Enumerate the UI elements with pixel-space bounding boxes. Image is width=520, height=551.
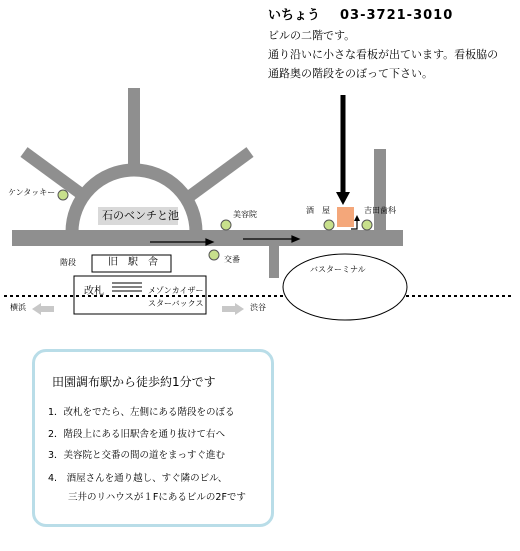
entrance-arrow-head xyxy=(354,215,360,221)
destination-building xyxy=(337,207,354,227)
directions-title: 田園調布駅から徒歩約1分です xyxy=(52,375,216,389)
old-station-label: 旧 駅 舎 xyxy=(108,257,158,268)
radial-road-east xyxy=(190,152,250,196)
direction-step-1: 1．改札をでたら、左側にある階段をのぼる xyxy=(48,407,235,418)
koban-label: 交番 xyxy=(224,255,240,264)
liquor-store-dot xyxy=(324,220,334,230)
destination-arrow-head xyxy=(336,192,350,205)
beauty-salon-label: 美容院 xyxy=(233,210,257,219)
info-line-2: 通り沿いに小さな看板が出ています。看板脇の xyxy=(268,48,499,61)
beauty-salon-dot xyxy=(221,220,231,230)
liquor-store-label: 酒 屋 xyxy=(306,206,330,215)
direction-step-4-cont: 三井のリハウスが１Fにあるビルの2Fです xyxy=(68,492,246,503)
maison-kayser-label: メゾンカイザー xyxy=(148,286,204,295)
yokohama-arrow xyxy=(32,303,54,315)
yokohama-label: 横浜 xyxy=(10,303,26,312)
direction-step-3: 3．美容院と交番の間の道をまっすぐ進む xyxy=(48,450,226,461)
kentucky-dot xyxy=(58,190,68,200)
shibuya-arrow xyxy=(222,303,244,315)
dentist-label: 吉田歯科 xyxy=(364,206,396,215)
dentist-dot xyxy=(362,220,372,230)
phone-number: 03-3721-3010 xyxy=(340,8,454,23)
bus-terminal-label: バスターミナル xyxy=(310,265,366,274)
radial-roads xyxy=(24,88,250,196)
stairs-label: 階段 xyxy=(60,258,76,267)
bench-pond-label: 石のベンチと池 xyxy=(102,209,179,222)
ticket-gate-label: 改札 xyxy=(84,286,104,297)
bus-terminal-ellipse xyxy=(283,254,407,320)
east-road xyxy=(374,149,386,241)
starbucks-label: スターバックス xyxy=(148,299,204,308)
direction-step-2: 2．階段上にある旧駅舎を通り抜けて右へ xyxy=(48,429,226,440)
shibuya-label: 渋谷 xyxy=(250,303,266,312)
shop-name: いちょう xyxy=(268,8,321,23)
info-line-1: ビルの二階です。 xyxy=(268,29,356,42)
info-line-3: 通路奥の階段をのぼって下さい。 xyxy=(268,67,433,80)
koban-dot xyxy=(209,250,219,260)
direction-step-4: 4. 酒屋さんを通り越し、すぐ隣のビル、 xyxy=(48,473,228,484)
south-road xyxy=(269,246,279,278)
kentucky-label: ケンタッキー xyxy=(8,188,56,197)
